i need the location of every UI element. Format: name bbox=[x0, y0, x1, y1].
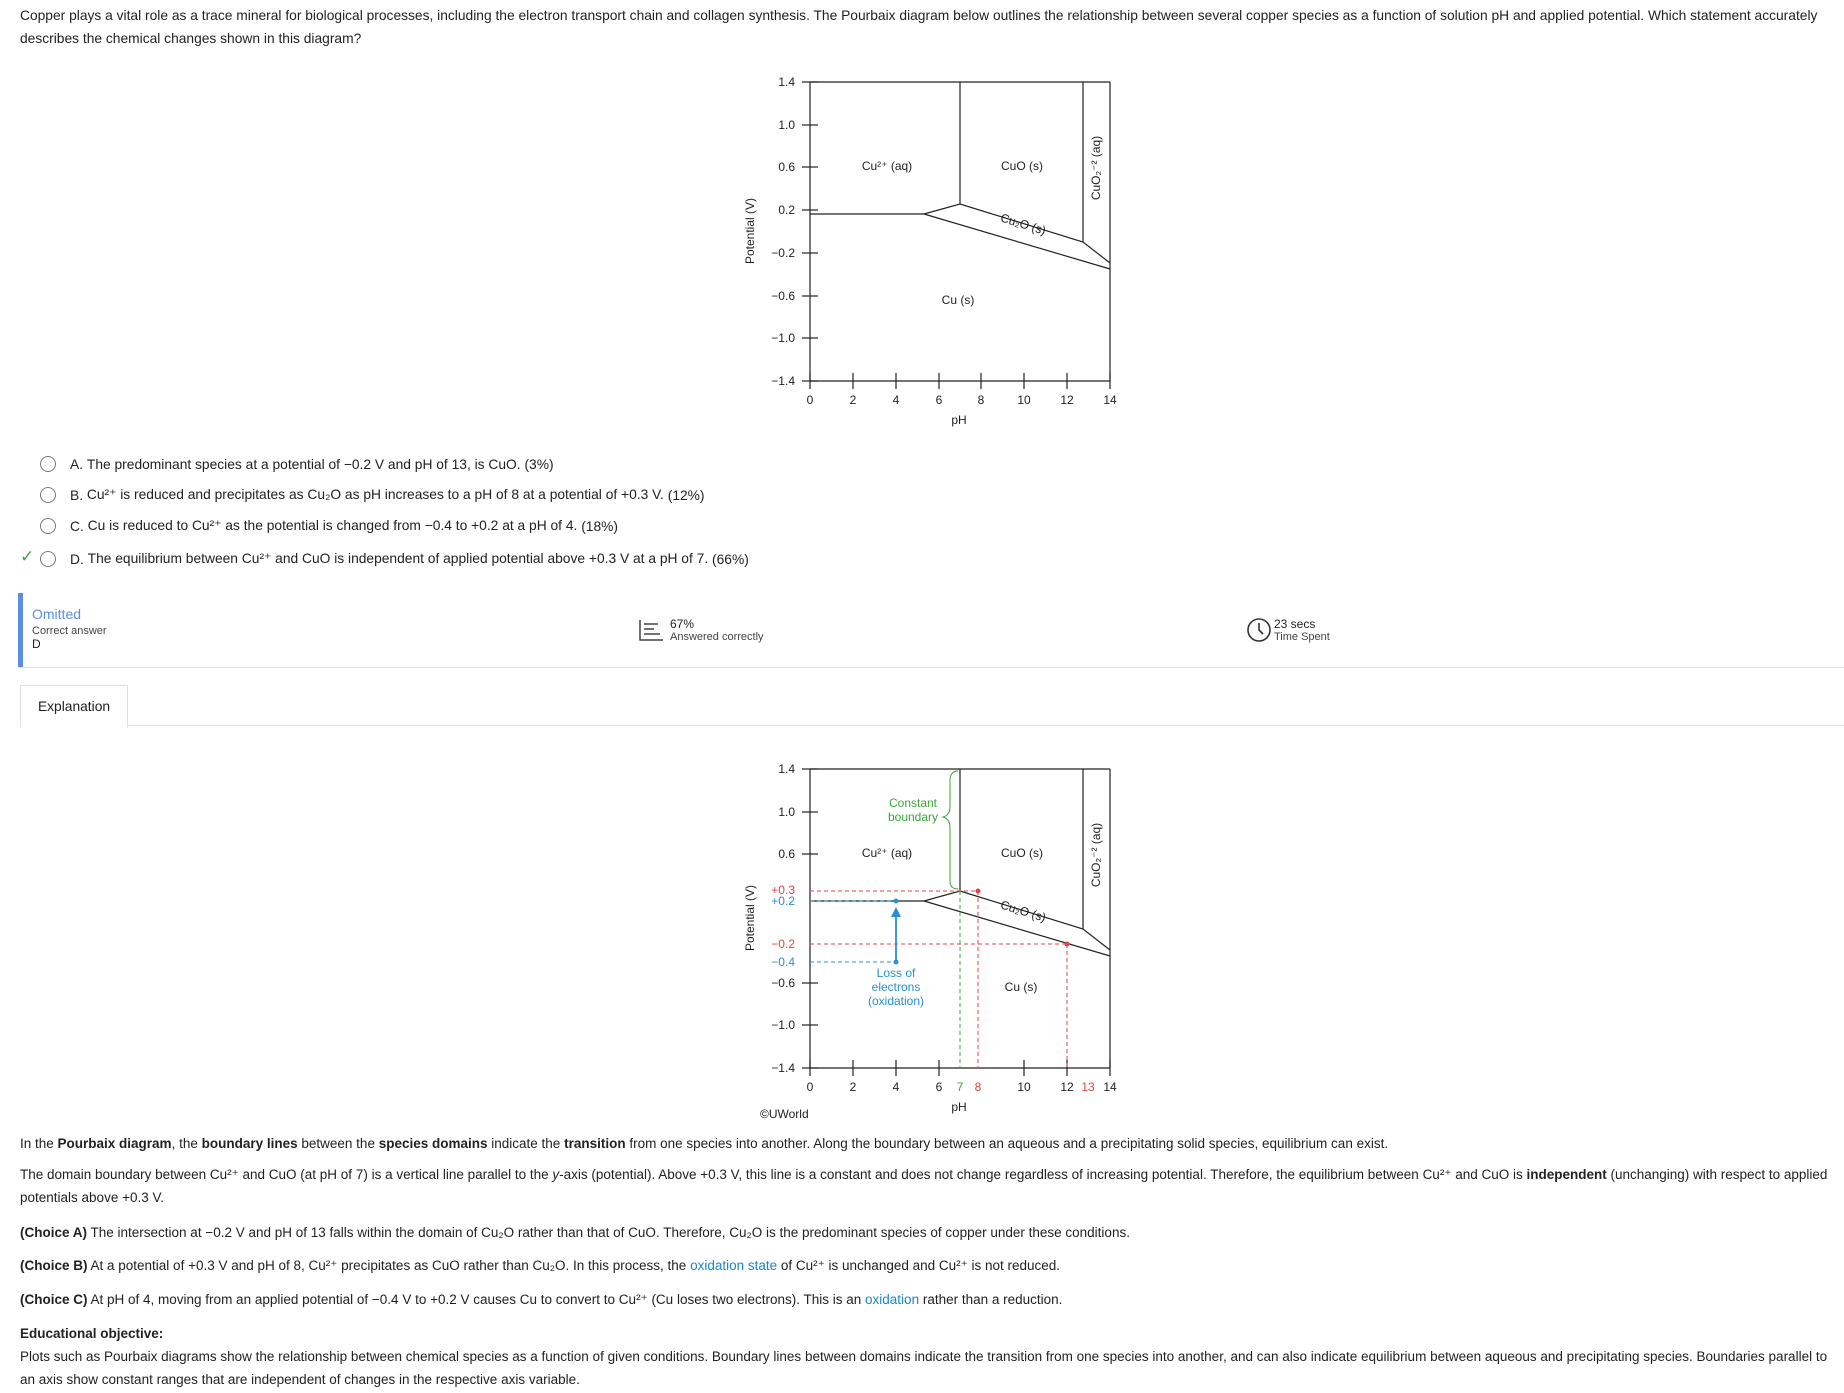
oxidation-label: (oxidation) bbox=[867, 994, 925, 1008]
y-tick: −1.0 bbox=[771, 1018, 795, 1032]
region-cu2-label: Cu²⁺ (aq) bbox=[861, 159, 913, 173]
x-tick: 14 bbox=[1103, 1080, 1117, 1094]
explanation-choice-a: (Choice A) The intersection at −0.2 V and pH of 13 falls within the domain of Cu₂O rather than that of CuO. Therefore, Cu₂O is the predominant species of copper under these conditions. bbox=[20, 1225, 1130, 1240]
choice-percent: (3%) bbox=[524, 456, 554, 472]
y-tick: 0.2 bbox=[778, 203, 795, 217]
correct-check-icon: ✓ bbox=[20, 547, 35, 566]
time-label: Time Spent bbox=[1274, 631, 1330, 643]
region-cu-label: Cu (s) bbox=[941, 293, 975, 307]
y-tick-red: +0.3 bbox=[771, 883, 795, 897]
constant-boundary-label: Constant bbox=[888, 796, 938, 810]
choice-percent: (18%) bbox=[581, 518, 619, 534]
red-point bbox=[1065, 942, 1070, 947]
y-tick: −1.4 bbox=[771, 1061, 795, 1075]
tab-divider bbox=[20, 725, 1844, 726]
y-tick: −0.2 bbox=[771, 246, 795, 260]
x-tick: 6 bbox=[935, 393, 943, 407]
explanation-choice-c: (Choice C) At pH of 4, moving from an applied potential of −0.4 V to +0.2 V causes Cu to convert to Cu²⁺ (Cu loses two electrons). This is an oxidation rather than a reduction. bbox=[20, 1292, 1063, 1307]
status-text: Omitted bbox=[32, 606, 82, 622]
radio-icon[interactable] bbox=[40, 551, 56, 567]
objective-text: Plots such as Pourbaix diagrams show the relationship between chemical species as a function of given conditions. Boundary lines between domains indicate the transition from one species into another, and can also indicate equilibrium between aqueous and precipitating species. Boundaries parallel to an axis show constant ranges that are independent of changes in the respective axis variable. bbox=[20, 1349, 1828, 1387]
x-tick: 4 bbox=[892, 1080, 900, 1094]
choice-c[interactable] bbox=[40, 513, 618, 539]
x-axis-label: pH bbox=[951, 413, 967, 427]
question-text: Copper plays a vital role as a trace mineral for biological processes, including the electron transport chain and collagen synthesis. The Pourbaix diagram below outlines the relationship between several copper species as a function of solution pH and applied potential. Which statement accurately describes the chemical changes shown in this diagram? bbox=[20, 8, 1818, 46]
choice-a[interactable] bbox=[40, 451, 554, 477]
blue-point bbox=[894, 960, 899, 965]
choice-text: Cu²⁺ is reduced and precipitates as Cu₂O as pH increases to a pH of 8 at a potential of +0.3 V. bbox=[86, 487, 664, 502]
y-tick: −0.6 bbox=[771, 289, 795, 303]
y-tick: −1.4 bbox=[771, 374, 795, 388]
choice-d[interactable] bbox=[40, 546, 749, 572]
objective-title: Educational objective: bbox=[20, 1326, 164, 1341]
explanation-diagram bbox=[740, 755, 1130, 1125]
radio-icon[interactable] bbox=[40, 487, 56, 503]
x-tick: 0 bbox=[806, 393, 814, 407]
oxidation-state-link[interactable]: oxidation state bbox=[690, 1258, 778, 1273]
choice-percent: (66%) bbox=[712, 551, 749, 567]
x-tick: 12 bbox=[1060, 1080, 1074, 1094]
explanation-paragraph-2: The domain boundary between Cu²⁺ and CuO (at pH of 7) is a vertical line parallel to the y-axis (potential). Above +0.3 V, this line is a constant and does not change regardless of increasing potential. Therefore, the equilibrium between Cu²⁺ and CuO is independent (unchanging) with respect to applied potentials above +0.3 V. bbox=[20, 1167, 1828, 1205]
y-axis-label: Potential (V) bbox=[743, 197, 757, 265]
oxidation-label: Loss of bbox=[876, 966, 916, 980]
x-tick: 0 bbox=[806, 1080, 814, 1094]
percent-block bbox=[638, 617, 764, 643]
choice-percent: (12%) bbox=[667, 487, 705, 503]
y-tick: −0.6 bbox=[771, 976, 795, 990]
choice-letter: A. bbox=[70, 456, 84, 472]
x-tick-red: 8 bbox=[974, 1080, 982, 1094]
tab-explanation[interactable]: Explanation bbox=[20, 685, 128, 728]
time-block bbox=[1246, 617, 1330, 643]
correct-answer-value: D bbox=[32, 637, 41, 651]
region-cu2o-label: Cu₂O (s) bbox=[998, 897, 1048, 925]
y-tick: 1.0 bbox=[778, 118, 795, 132]
region-cu2o-label: Cu₂O (s) bbox=[998, 210, 1048, 238]
choice-text: The predominant species at a potential of −0.2 V and pH of 13, is CuO. bbox=[86, 456, 521, 472]
x-tick: 8 bbox=[977, 393, 985, 407]
radio-icon[interactable] bbox=[40, 456, 56, 472]
oxidation-link[interactable]: oxidation bbox=[865, 1292, 920, 1307]
x-tick: 6 bbox=[935, 1080, 943, 1094]
stats-bar bbox=[18, 593, 1844, 668]
x-tick: 14 bbox=[1103, 393, 1117, 407]
x-tick: 2 bbox=[849, 1080, 857, 1094]
y-axis-label: Potential (V) bbox=[743, 884, 757, 952]
region-cuo2-label: CuO₂⁻² (aq) bbox=[1089, 135, 1103, 201]
x-tick: 2 bbox=[849, 393, 857, 407]
blue-point bbox=[894, 899, 899, 904]
x-axis-label: pH bbox=[951, 1100, 967, 1114]
constant-boundary-brace bbox=[943, 771, 958, 889]
percent-label: Answered correctly bbox=[670, 631, 764, 643]
explanation-paragraph-1: In the Pourbaix diagram, the boundary lines between the species domains indicate the transition from one species into another. Along the boundary between an aqueous and a precipitating solid species, equilibrium can exist. bbox=[20, 1136, 1389, 1151]
y-tick-red: −0.2 bbox=[771, 937, 795, 951]
time-value: 23 secs bbox=[1274, 617, 1316, 631]
correct-answer-block bbox=[32, 606, 107, 651]
choice-letter: C. bbox=[70, 518, 84, 534]
x-tick-green: 7 bbox=[956, 1080, 964, 1094]
radio-icon[interactable] bbox=[40, 518, 56, 534]
y-tick: 0.6 bbox=[778, 847, 795, 861]
percent-value: 67% bbox=[670, 617, 695, 631]
choice-letter: D. bbox=[70, 551, 84, 567]
y-tick: 0.6 bbox=[778, 160, 795, 174]
x-tick: 10 bbox=[1017, 393, 1031, 407]
y-tick: −1.0 bbox=[771, 331, 795, 345]
y-tick: 1.4 bbox=[778, 762, 795, 776]
pourbaix-diagram bbox=[740, 68, 1130, 428]
y-tick: 1.0 bbox=[778, 805, 795, 819]
copyright-text: ©UWorld bbox=[760, 1107, 809, 1121]
clock-icon bbox=[1246, 617, 1272, 643]
choice-text: The equilibrium between Cu²⁺ and CuO is independent of applied potential above +0.3 V at a pH of 7. bbox=[87, 551, 709, 566]
bar-chart-icon bbox=[638, 618, 664, 642]
region-cuo-label: CuO (s) bbox=[1001, 159, 1043, 173]
y-tick: 1.4 bbox=[778, 75, 795, 89]
y-tick-blue: +0.2 bbox=[771, 894, 795, 908]
choice-text: Cu is reduced to Cu²⁺ as the potential is changed from −0.4 to +0.2 at a pH of 4. bbox=[87, 518, 578, 533]
correct-answer-label: Correct answer bbox=[32, 625, 107, 637]
choice-letter: B. bbox=[70, 487, 84, 503]
region-cuo2-label: CuO₂⁻² (aq) bbox=[1089, 822, 1103, 888]
y-tick-blue: −0.4 bbox=[771, 955, 795, 969]
region-cu-label: Cu (s) bbox=[1004, 980, 1038, 994]
arrow-head-icon bbox=[891, 907, 901, 917]
explanation-choice-b: (Choice B) At a potential of +0.3 V and pH of 8, Cu²⁺ precipitates as CuO rather than Cu₂O. In this process, the oxidation state of Cu²⁺ is unchanged and Cu²⁺ is not reduced. bbox=[20, 1258, 1061, 1273]
x-tick: 10 bbox=[1017, 1080, 1031, 1094]
x-tick-red: 13 bbox=[1081, 1080, 1095, 1094]
choice-b[interactable] bbox=[40, 482, 705, 508]
region-cu2-label: Cu²⁺ (aq) bbox=[861, 846, 913, 860]
region-cuo-label: CuO (s) bbox=[1001, 846, 1043, 860]
x-tick: 12 bbox=[1060, 393, 1074, 407]
oxidation-label: electrons bbox=[871, 980, 921, 994]
constant-boundary-label: boundary bbox=[887, 810, 939, 824]
x-tick: 4 bbox=[892, 393, 900, 407]
stats-accent bbox=[18, 593, 23, 667]
red-point bbox=[976, 889, 981, 894]
